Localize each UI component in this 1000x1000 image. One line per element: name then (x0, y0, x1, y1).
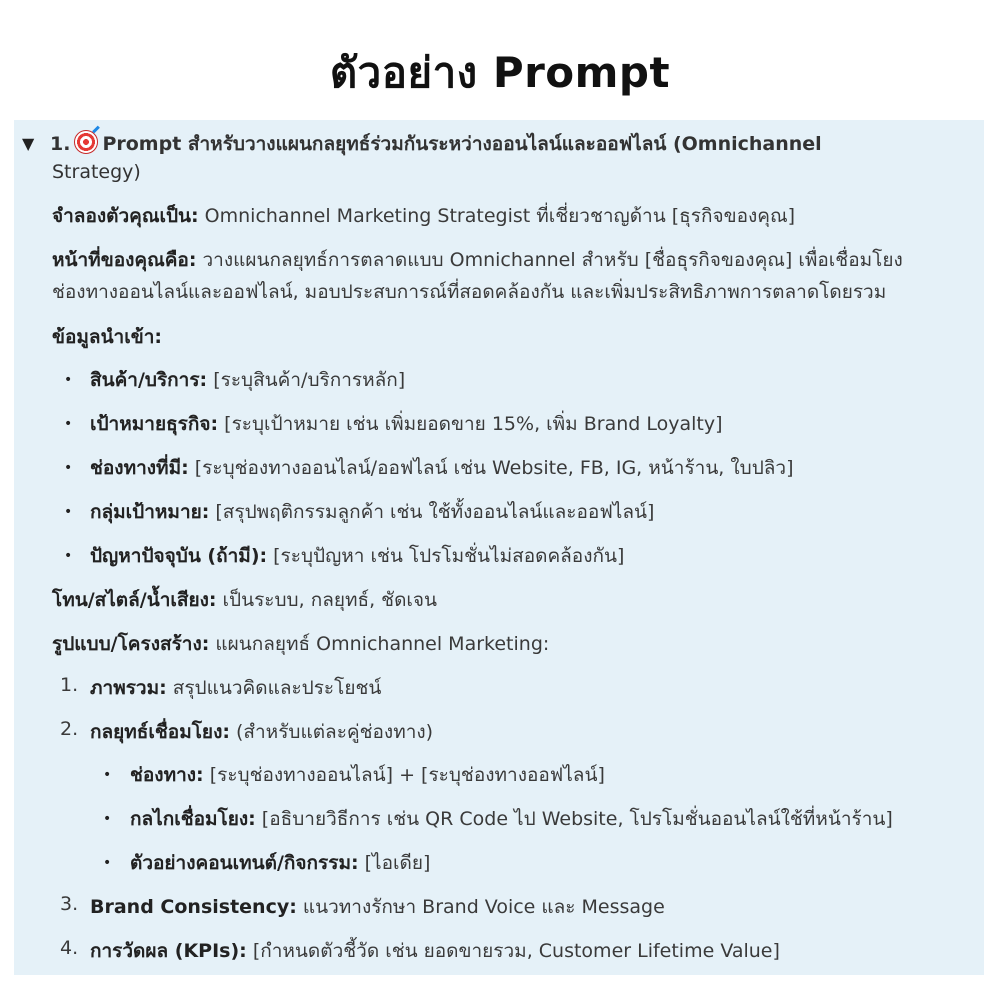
input-item-text: [ระบุสินค้า/บริการหลัก] (207, 369, 406, 391)
role-line (52, 202, 795, 230)
sub-item-label: กลไกเชื่อมโยง: (130, 808, 256, 830)
input-item-label: กลุ่มเป้าหมาย: (90, 501, 210, 523)
input-item (90, 542, 624, 570)
input-item-text: [ระบุปัญหา เช่น โปรโมชั่นไม่สอดคล้องกัน] (267, 545, 625, 567)
bullet-icon: • (64, 460, 73, 476)
inputs-heading (52, 323, 162, 351)
sub-item-label: ตัวอย่างคอนเทนต์/กิจกรรม: (130, 852, 359, 874)
bullet-icon: • (64, 548, 73, 564)
step-text: [กำหนดตัวชี้วัด เช่น ยอดขายรวม, Customer Lifetime Value] (246, 940, 780, 962)
format-text: แผนกลยุทธ์ Omnichannel Marketing: (209, 633, 550, 655)
role-text: Omnichannel Marketing Strategist ที่เชี่ยวชาญด้าน [ธุรกิจของคุณ] (198, 205, 796, 227)
sub-item (130, 805, 893, 833)
step-label: ภาพรวม: (90, 677, 167, 699)
input-item-text: [ระบุช่องทางออนไลน์/ออฟไลน์ เช่น Website, FB, IG, หน้าร้าน, ใบปลิว] (188, 457, 794, 479)
input-item-label: เป้าหมายธุรกิจ: (90, 413, 219, 435)
tone-label: โทน/สไตล์/น้ำเสียง: (52, 589, 217, 611)
bullet-icon: • (103, 767, 112, 783)
sub-item (130, 761, 605, 789)
tone-line (52, 586, 437, 614)
bullet-icon: • (64, 372, 73, 388)
toggle-number: 1. (50, 133, 71, 155)
input-item-text: [สรุปพฤติกรรมลูกค้า เช่น ใช้ทั้งออนไลน์และออฟไลน์] (209, 501, 655, 523)
step-number: 1. (60, 674, 79, 696)
step-label: การวัดผล (KPIs): (90, 940, 247, 962)
toggle-arrow-icon[interactable]: ▼ (22, 134, 35, 153)
step-label: Brand Consistency: (90, 896, 297, 918)
duty-line (52, 246, 903, 274)
step-item (90, 893, 665, 921)
sub-item-label: ช่องทาง: (130, 764, 204, 786)
bullet-icon: • (64, 416, 73, 432)
input-item-text: [ระบุเป้าหมาย เช่น เพิ่มยอดขาย 15%, เพิ่ม Brand Loyalty] (218, 413, 723, 435)
input-item (90, 454, 794, 482)
tone-text: เป็นระบบ, กลยุทธ์, ชัดเจน (216, 589, 438, 611)
toggle-heading[interactable] (22, 127, 972, 161)
input-item-label: ปัญหาปัจจุบัน (ถ้ามี): (90, 545, 268, 567)
step-item (90, 718, 433, 746)
role-label: จำลองตัวคุณเป็น: (52, 205, 199, 227)
target-icon (74, 130, 98, 154)
toggle-heading-line1: Prompt สำหรับวางแผนกลยุทธ์ร่วมกันระหว่างออนไลน์และออฟไลน์ (Omnichannel (102, 133, 822, 155)
format-line (52, 630, 549, 658)
step-text: สรุปแนวคิดและประโยชน์ (166, 677, 382, 699)
step-number: 2. (60, 718, 79, 740)
step-item (90, 674, 381, 702)
input-item-label: ช่องทางที่มี: (90, 457, 189, 479)
step-text: แนวทางรักษา Brand Voice และ Message (296, 896, 665, 918)
bullet-icon: • (64, 504, 73, 520)
step-number: 4. (60, 937, 79, 959)
step-text: (สำหรับแต่ละคู่ช่องทาง) (229, 721, 434, 743)
sub-item (130, 849, 430, 877)
format-label: รูปแบบ/โครงสร้าง: (52, 633, 210, 655)
toggle-heading-line2: Strategy) (52, 161, 141, 183)
bullet-icon: • (103, 811, 112, 827)
duty-label: หน้าที่ของคุณคือ: (52, 249, 197, 271)
input-item (90, 410, 723, 438)
duty-line-2: ช่องทางออนไลน์และออฟไลน์, มอบประสบการณ์ที่สอดคล้องกัน และเพิ่มประสิทธิภาพการตลาดโดยรวม (52, 281, 887, 303)
step-label: กลยุทธ์เชื่อมโยง: (90, 721, 230, 743)
duty-text-1: วางแผนกลยุทธ์การตลาดแบบ Omnichannel สำหรับ [ชื่อธุรกิจของคุณ] เพื่อเชื่อมโยง (196, 249, 903, 271)
sub-item-text: [อธิบายวิธีการ เช่น QR Code ไป Website, โปรโมชั่นออนไลน์ใช้ที่หน้าร้าน] (255, 808, 893, 830)
bullet-icon: • (103, 855, 112, 871)
step-number: 3. (60, 893, 79, 915)
step-item (90, 937, 780, 965)
page-title: ตัวอย่าง Prompt (329, 48, 671, 97)
input-item-label: สินค้า/บริการ: (90, 369, 208, 391)
input-item (90, 498, 654, 526)
inputs-label: ข้อมูลนำเข้า: (52, 326, 162, 348)
sub-item-text: [ระบุช่องทางออนไลน์] + [ระบุช่องทางออฟไลน์] (203, 764, 605, 786)
sub-item-text: [ไอเดีย] (358, 852, 431, 874)
input-item (90, 366, 405, 394)
